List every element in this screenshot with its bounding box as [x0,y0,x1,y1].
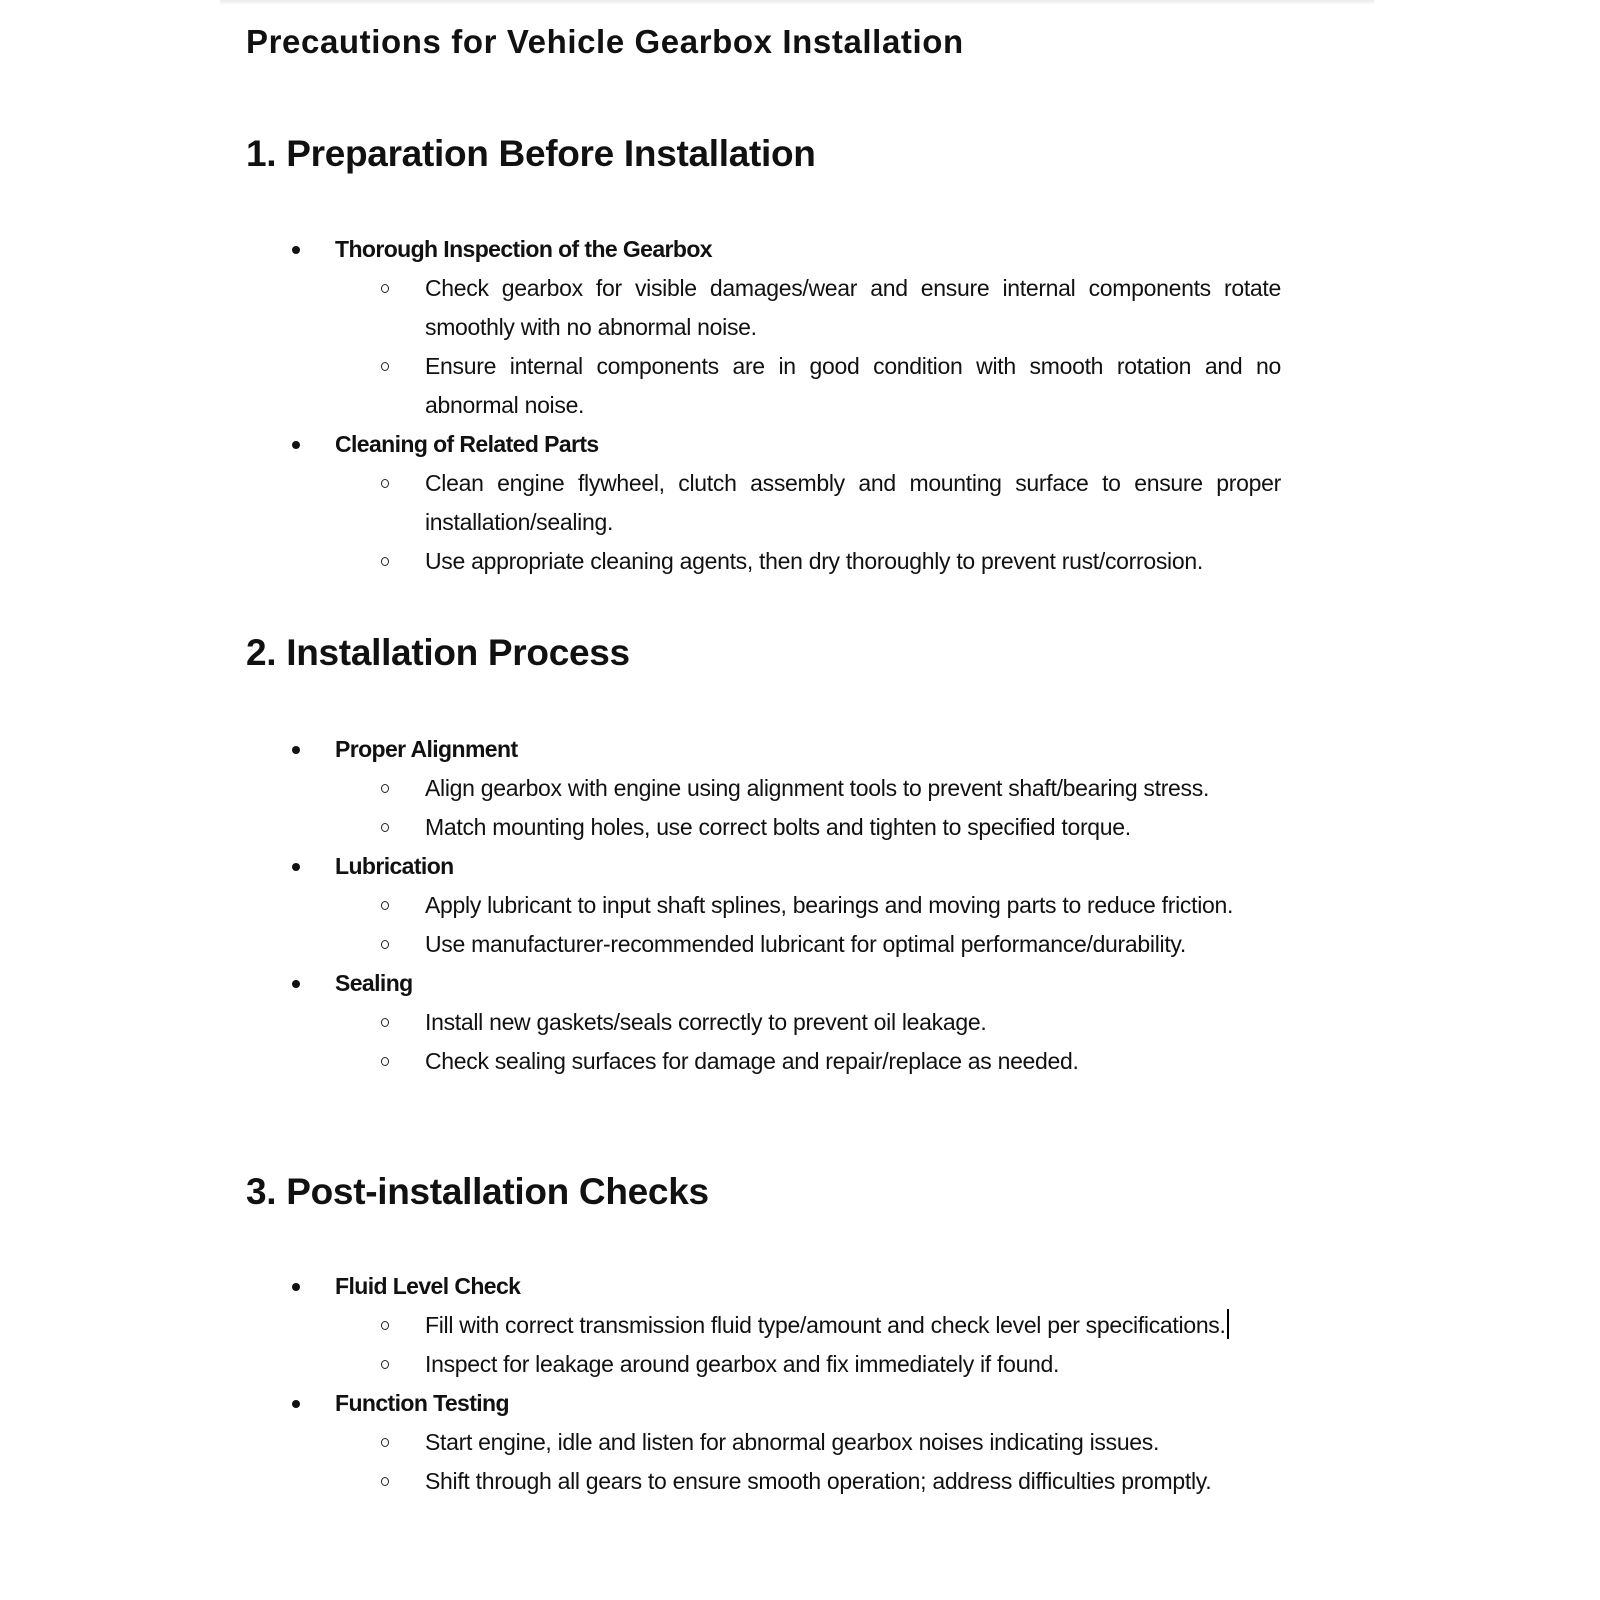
sub-list-item-text: Inspect for leakage around gearbox and fix immediately if found. [425,1351,1060,1377]
bullet-dot-icon [292,863,300,871]
section-list-preparation [0,230,1600,581]
sub-list-item-text: Use manufacturer-recommended lubricant for optimal performance/durability. [425,931,1186,957]
sub-list-item-text: Clean engine flywheel, clutch assembly and mounting surface to ensure proper installation/sealing. [425,470,1281,535]
list-item [0,230,1600,425]
hollow-circle-icon [381,284,389,293]
sub-list-item [0,925,1281,964]
hollow-circle-icon [381,479,389,488]
sub-list-item [0,808,1281,847]
list-item [0,847,1600,964]
hollow-circle-icon [381,1057,389,1066]
sub-list-item [0,1345,1281,1384]
hollow-circle-icon [381,362,389,371]
list-item-label: Lubrication [335,853,454,879]
bullet-dot-icon [292,246,300,254]
list-item-label: Thorough Inspection of the Gearbox [335,236,712,262]
hollow-circle-icon [381,1321,389,1330]
list-item-label: Sealing [335,970,413,996]
bullet-dot-icon [292,1283,300,1291]
section-heading-installation: 2. Installation Process [246,632,630,673]
section-list-installation [0,730,1600,1081]
hollow-circle-icon [381,1477,389,1486]
hollow-circle-icon [381,1360,389,1369]
hollow-circle-icon [381,940,389,949]
list-item [0,1384,1600,1501]
sub-list-item-text: Align gearbox with engine using alignment tools to prevent shaft/bearing stress. [425,775,1210,801]
hollow-circle-icon [381,784,389,793]
list-item [0,425,1600,581]
sub-list-item-text: Use appropriate cleaning agents, then dry thoroughly to prevent rust/corrosion. [425,548,1203,574]
sub-list-item [0,464,1281,542]
section-heading-preparation: 1. Preparation Before Installation [246,133,816,174]
sub-list-item-text: Match mounting holes, use correct bolts and tighten to specified torque. [425,814,1131,840]
bullet-dot-icon [292,746,300,754]
sub-list-item-text: Check gearbox for visible damages/wear and ensure internal components rotate smoothly with no abnormal noise. [425,275,1281,340]
hollow-circle-icon [381,1438,389,1447]
list-item-label: Function Testing [335,1390,509,1416]
text-caret-icon [1227,1309,1229,1339]
sub-list-item [0,542,1281,581]
sub-list-item-text: Shift through all gears to ensure smooth operation; address difficulties promptly. [425,1468,1212,1494]
bullet-dot-icon [292,1400,300,1408]
hollow-circle-icon [381,557,389,566]
hollow-circle-icon [381,901,389,910]
section-list-post-installation [0,1267,1600,1501]
bullet-dot-icon [292,980,300,988]
sub-list-item [0,269,1281,347]
list-item-label: Cleaning of Related Parts [335,431,599,457]
document-title: Precautions for Vehicle Gearbox Installation [246,23,964,60]
hollow-circle-icon [381,1018,389,1027]
sub-list-item [0,1462,1281,1501]
sub-list-item-text: Apply lubricant to input shaft splines, bearings and moving parts to reduce friction. [425,892,1234,918]
sub-list-item-text: Install new gaskets/seals correctly to prevent oil leakage. [425,1009,987,1035]
sub-list-item [0,347,1281,425]
sub-list-item [0,1003,1281,1042]
sub-list-item-text: Ensure internal components are in good condition with smooth rotation and no abnormal noise. [425,353,1281,418]
sub-list-item-text: Start engine, idle and listen for abnormal gearbox noises indicating issues. [425,1429,1160,1455]
list-item-label: Fluid Level Check [335,1273,521,1299]
list-item [0,1267,1600,1384]
list-item [0,730,1600,847]
hollow-circle-icon [381,823,389,832]
sub-list-item [0,1423,1281,1462]
sub-list-item [0,1042,1281,1081]
sub-list-item-text: Fill with correct transmission fluid type/amount and check level per specifications. [425,1312,1226,1338]
list-item [0,964,1600,1081]
bullet-dot-icon [292,441,300,449]
list-item-label: Proper Alignment [335,736,518,762]
sub-list-item-text: Check sealing surfaces for damage and repair/replace as needed. [425,1048,1079,1074]
sub-list-item[interactable] [0,1306,1281,1345]
section-heading-post-installation: 3. Post-installation Checks [246,1171,709,1212]
sub-list-item [0,769,1281,808]
sub-list-item [0,886,1281,925]
